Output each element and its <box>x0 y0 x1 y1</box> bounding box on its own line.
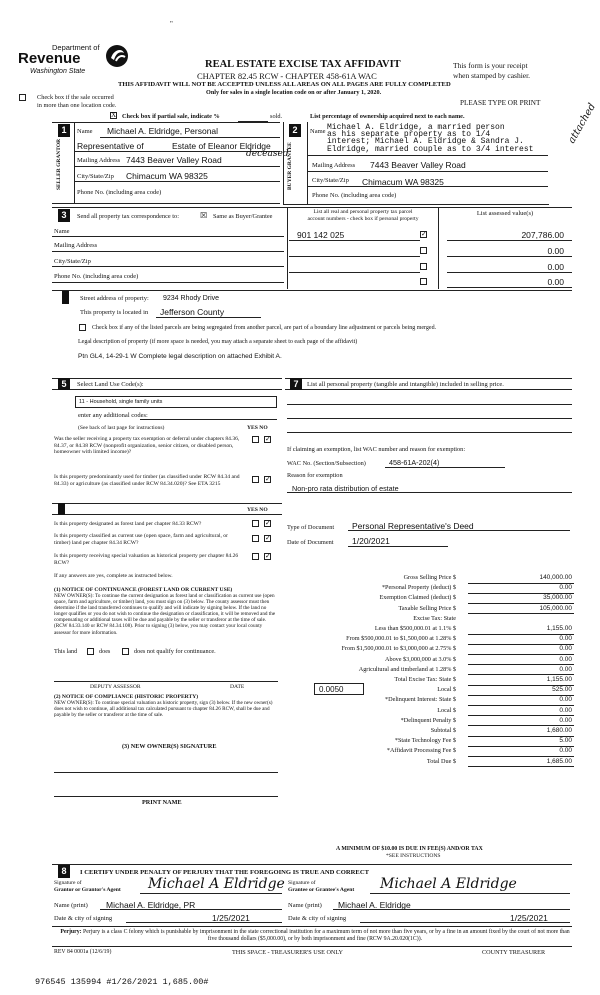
tax-row-value[interactable]: 0.00 <box>559 584 572 592</box>
see-instructions-note: *SEE INSTRUCTIONS <box>386 853 441 859</box>
tax-row-value[interactable]: 0.00 <box>559 655 572 663</box>
s2-name-line: as his separate property as to 1/4 <box>327 130 491 140</box>
parcel-row <box>287 243 572 257</box>
tax-row-value[interactable]: 0.00 <box>559 645 572 653</box>
notice-continuance-title: (1) NOTICE OF CONTINUANCE (FOREST LAND OR CURRENT USE) <box>54 587 233 593</box>
receipt-note-2: when stamped by cashier. <box>453 71 531 80</box>
street-label: Street address of property: <box>80 295 149 302</box>
tax-row-value[interactable]: 0.00 <box>559 635 572 643</box>
deputy-assessor-label: DEPUTY ASSESSOR <box>90 684 141 690</box>
s3-city-label: City/State/Zip <box>54 258 91 265</box>
s5-q1-yes-checkbox[interactable] <box>252 436 259 443</box>
s6-q3-no-checkbox[interactable]: ✓ <box>265 552 271 560</box>
rev-number: REV 84 0001a (12/6/19) <box>54 949 112 955</box>
section-6-number: 6 <box>58 504 64 514</box>
s1-city-label: City/State/Zip <box>77 173 114 180</box>
top-mark: " <box>170 20 173 28</box>
receipt-note-1: This form is your receipt <box>453 61 528 70</box>
tax-row <box>322 707 574 717</box>
local-rate-field[interactable] <box>314 683 364 695</box>
tax-row-label: From $1,500,000.01 to $3,000,000 at 2.75% $ <box>341 645 456 653</box>
tax-row <box>322 625 574 635</box>
s5-question-1: Was the seller receiving a property tax exemption or deferral under chapters 84.36, 84.37, or 84.38 RCW (nonprofit organization, senior citizen, or disabled person, homeowner with limited income)? <box>54 436 240 456</box>
tax-row-label: *Delinquent Penalty $ <box>400 716 456 724</box>
land-does-not-checkbox[interactable] <box>122 648 129 655</box>
s6-q2-yes-checkbox[interactable] <box>252 535 259 542</box>
s5-q1-no-checkbox[interactable]: ✓ <box>265 435 271 443</box>
grantee-date-value[interactable]: 1/25/2021 <box>510 913 548 923</box>
grantee-date-label: Date & city of signing <box>288 915 347 922</box>
additional-codes-label: enter any additional codes: <box>78 412 148 419</box>
tax-row-value[interactable]: 35,000.00 <box>543 594 572 602</box>
wac-value[interactable]: 458-61A-202(4) <box>389 458 440 467</box>
tax-row-label: Gross Selling Price $ <box>403 574 456 581</box>
logo-revenue: Revenue <box>18 50 81 67</box>
doc-type-label: Type of Document <box>287 524 335 531</box>
tax-row-label: Above $3,000,000 at 3.0% $ <box>385 655 456 663</box>
legal-description[interactable]: Ptn GL4, 14-29-1 W Complete legal description on attached Exhibit A. <box>78 353 282 360</box>
tax-row-value[interactable]: 5.00 <box>559 737 572 745</box>
tax-row-label: From $500,000.01 to $1,500,000 at 1.28% $ <box>346 635 456 643</box>
s6-q3-yes-checkbox[interactable] <box>252 553 259 560</box>
s6-if-any: If any answers are yes, complete as instructed below. <box>54 573 173 579</box>
s5-q2-yes-checkbox[interactable] <box>252 476 259 483</box>
s2-mailing-value[interactable]: 7443 Beaver Valley Road <box>370 160 466 170</box>
form-title: REAL ESTATE EXCISE TAX AFFIDAVIT <box>205 59 401 70</box>
tax-row-label: Local $ <box>437 706 456 714</box>
s1-phone-label: Phone No. (including area code) <box>77 189 162 196</box>
tax-row-value[interactable]: 1,155.00 <box>546 625 572 632</box>
section-8-number: 8 <box>58 865 70 878</box>
doc-date-value[interactable]: 1/20/2021 <box>352 536 390 546</box>
please-type: PLEASE TYPE OR PRINT <box>460 99 541 107</box>
see-back-note: (See back of last page for instructions) <box>78 425 165 431</box>
logo-dept-line: Department of <box>52 43 100 52</box>
s2-name-line: Michael A. Eldridge, a married person <box>327 123 505 132</box>
section-2-number: 2 <box>289 124 301 137</box>
s5-yes-no-header: YES NO <box>247 425 268 431</box>
form-notice: THIS AFFIDAVIT WILL NOT BE ACCEPTED UNLESS ALL AREAS ON ALL PAGES ARE FULLY COMPLETED <box>118 81 451 88</box>
partial-sold-label: sold. <box>270 113 283 120</box>
personal-property-checkbox[interactable]: ✓ <box>421 230 427 238</box>
partial-sale-checkbox[interactable]: X <box>111 111 117 119</box>
s6-question-1: Is this property designated as forest land per chapter 84.33 RCW? <box>54 521 202 527</box>
reason-label: Reason for exemption <box>287 472 343 479</box>
s2-name-line: interest; Michael A. Eldridge & Sandra J. <box>327 137 524 147</box>
personal-property-title: List all personal property (tangible and intangible) included in selling price. <box>307 381 504 388</box>
parcel-row <box>287 274 572 288</box>
seller-grantor-label: SELLER GRANTOR <box>56 138 62 190</box>
ownership-note: List percentage of ownership acquired next to each name. <box>310 113 465 120</box>
grantee-name-value[interactable]: Michael A. Eldridge <box>338 900 411 910</box>
s2-name-line: Eldridge, married couple as to 3/4 interest <box>327 144 534 154</box>
tax-row-label: Excise Tax: State <box>413 614 456 622</box>
s6-q1-no-checkbox[interactable]: ✓ <box>265 519 271 527</box>
land-use-code-value: 11 - Household, single family units <box>79 399 163 405</box>
s3-phone-label: Phone No. (including area code) <box>54 273 139 280</box>
s6-q1-yes-checkbox[interactable] <box>252 520 259 527</box>
land-use-code-field[interactable] <box>75 396 277 408</box>
tax-row-label: *Delinquent Interest: State $ <box>385 696 456 704</box>
land-use-title: Select Land Use Code(s): <box>77 381 144 388</box>
s2-city-label: City/State/Zip <box>312 177 349 184</box>
s1-mailing-value[interactable]: 7443 Beaver Valley Road <box>126 155 222 165</box>
notice-compliance-body: NEW OWNER(S): To continue special valuation as historic property, sign (3) below. If the new owner(s) does not wish to continue, all additional tax calculated pursuant to chapter 84.26 RCW, shall be due and payable by the seller or transferor at the time of sale. <box>54 700 273 719</box>
tax-row-value[interactable]: 1,680.00 <box>546 727 572 734</box>
segregate-note: Check box if any of the listed parcels are being segregated from another parcel, are part of a boundary line adjustment or parcels being merged. <box>92 325 437 331</box>
section-1-number: 1 <box>58 124 70 137</box>
legal-note: Legal description of property (if more space is needed, you may attach a separate sheet to each page of the affidavit) <box>78 339 358 345</box>
s2-mailing-label: Mailing Address <box>312 162 356 169</box>
segregate-checkbox[interactable] <box>79 324 86 331</box>
print-name-label: PRINT NAME <box>142 799 182 806</box>
perjury-note <box>60 929 570 943</box>
s1-city-value[interactable]: Chimacum WA 98325 <box>126 171 208 181</box>
land-does-checkbox[interactable] <box>87 648 94 655</box>
tax-row <box>322 615 574 625</box>
grantor-name-label: Name (print) <box>54 902 88 909</box>
s2-name-lines[interactable] <box>327 124 533 153</box>
tax-row-label: *Personal Property (deduct) $ <box>381 584 456 592</box>
multi-location-label-1: Check box if the sale occurred <box>37 94 114 101</box>
tax-row-value[interactable]: 140,000.00 <box>539 574 572 581</box>
local-rate-value: 0.0050 <box>319 685 344 694</box>
s5-question-2: Is this property predominantly used for timber (as classified under RCW 84.34 and 84.33) or agriculture (as classified under RCW 84.34.020)? See ETA 3215 <box>54 474 240 487</box>
tax-row-label: *Affidavit Processing Fee $ <box>386 747 456 755</box>
tax-row-value[interactable]: 0.00 <box>559 747 572 755</box>
multi-location-label-2: in more than one location code. <box>37 102 117 109</box>
street-value[interactable]: 9234 Rhody Drive <box>163 295 220 302</box>
grantee-name-label: Name (print) <box>288 902 322 909</box>
deceased-handwritten-note: deceased <box>246 149 289 159</box>
sig-grantor-label-1: Signature of <box>54 880 82 886</box>
land-does-label: does <box>99 648 111 655</box>
personal-property-checkbox[interactable] <box>420 278 427 285</box>
grantor-name-value[interactable]: Michael A. Eldridge, PR <box>106 900 196 910</box>
assessed-value[interactable]: 0.00 <box>547 246 564 256</box>
treasurer-space-label: THIS SPACE - TREASURER'S USE ONLY <box>232 949 344 956</box>
parcel-header-2: account numbers - check box if personal property <box>307 216 419 222</box>
s5-q2-no-checkbox[interactable]: ✓ <box>265 475 271 483</box>
tax-row <box>322 594 574 604</box>
s1-name-label: Name <box>77 128 93 135</box>
s2-name-label: Name <box>310 128 326 135</box>
reason-value[interactable]: Non-pro rata distribution of estate <box>292 484 399 493</box>
tax-row-value[interactable]: 0.00 <box>559 706 572 714</box>
tax-row-label: Total Due $ <box>426 757 456 765</box>
s3-same-label: Same as Buyer/Grantee <box>213 213 273 220</box>
tax-row-label: Local $ <box>437 686 456 694</box>
form-chapter: CHAPTER 82.45 RCW - CHAPTER 458-61A WAC <box>197 71 377 81</box>
tax-row-label: Total Excise Tax: State $ <box>394 676 456 683</box>
s6-question-3: Is this property receiving special valuation as historical property per chapter 84.26 RCW? <box>54 553 239 566</box>
tax-row <box>322 727 574 737</box>
deputy-date-label: DATE <box>230 684 245 690</box>
s2-phone-label: Phone No. (including area code) <box>312 192 397 199</box>
form-only-for: Only for sales in a single location code on or after January 1, 2020. <box>206 89 382 96</box>
tax-row-value[interactable]: 0.00 <box>559 716 572 724</box>
minimum-note: A MINIMUM OF $10.00 IS DUE IN FEE(S) AND/OR TAX <box>336 846 483 852</box>
parcel-account[interactable]: 901 142 025 <box>297 230 345 240</box>
parcel-row <box>287 259 572 273</box>
buyer-grantee-label: BUYER GRANTEE <box>287 142 293 190</box>
perjury-label: Perjury: <box>60 929 82 935</box>
assessed-value[interactable]: 0.00 <box>547 277 564 287</box>
s3-name-label: Name <box>54 228 70 235</box>
tax-row-value[interactable]: 525.00 <box>552 686 572 694</box>
s3-same-checkbox[interactable]: ☒ <box>200 211 208 220</box>
tax-row <box>322 656 574 666</box>
s1-name-line-1[interactable]: Michael A. Eldridge, Personal <box>107 126 219 136</box>
personal-property-checkbox[interactable] <box>420 247 427 254</box>
tax-row-label: Agricultural and timberland at 1.28% $ <box>358 665 456 673</box>
certify-statement: I CERTIFY UNDER PENALTY OF PERJURY THAT THE FOREGOING IS TRUE AND CORRECT <box>80 869 369 876</box>
section-3-number: 3 <box>58 209 70 222</box>
located-value[interactable]: Jefferson County <box>160 307 225 317</box>
dor-logo <box>18 43 128 79</box>
grantor-date-value[interactable]: 1/25/2021 <box>212 913 250 923</box>
notice-continuance-body: NEW OWNER(S): To continue the current designation as forest land or classification as current use (open space, farm and agriculture, or timber) land, you must sign on (3) below. The county assessor must then determine if the land transferred continues to qualify and will indicate by signing below. If the land no longer qualifies or you do not wish to continue the designation or classification, it will be removed and the compensating or additional taxes will be due and payable by the seller or transferor at the time of sale. (RCW 84.33.140 or RCW 84.34.108). Prior to signing (3) below, you may contact your local county assessor for more information. <box>54 593 276 636</box>
tax-row <box>322 758 574 768</box>
s1-name-line-2a[interactable]: Representative of <box>77 141 144 151</box>
s6-question-2: Is this property classified as current use (open space, farm and agricultural, or timber) land per chapter 84.34 RCW? <box>54 533 228 546</box>
s6-yes-no-header: YES NO <box>247 507 268 513</box>
revenue-swoosh-icon <box>104 43 130 69</box>
tax-row-value[interactable]: 0.00 <box>559 665 572 673</box>
s1-name-line-2b[interactable]: Estate of Eleanor Eldridge <box>172 141 271 151</box>
tax-row-value[interactable]: 1,155.00 <box>546 676 572 683</box>
tax-row <box>322 635 574 645</box>
section-5-number: 5 <box>58 378 70 390</box>
section-4-number: 4 <box>62 292 68 302</box>
partial-sale-label: Check box if partial sale, indicate % <box>122 113 220 120</box>
doc-date-label: Date of Document <box>287 539 334 546</box>
notice-compliance-title: (2) NOTICE OF COMPLIANCE (HISTORIC PROPERTY) <box>54 694 199 700</box>
county-treasurer-label: COUNTY TREASURER <box>482 949 546 956</box>
s3-mailing-label: Mailing Address <box>54 242 98 249</box>
tax-row <box>322 737 574 747</box>
land-does-not-label: does not qualify for continuance. <box>134 648 216 655</box>
tax-row-label: Less than $500,000.01 at 1.1% $ <box>374 625 456 632</box>
located-label: This property is located in <box>80 309 149 316</box>
sig-grantor-label-2: Grantor or Grantor's Agent <box>54 887 121 893</box>
value-header: List assessed value(s) <box>476 210 534 217</box>
grantor-date-label: Date & city of signing <box>54 915 113 922</box>
tax-row <box>322 696 574 706</box>
grantor-signature[interactable]: Michael A Eldridge <box>148 876 285 892</box>
tax-row-label: Taxable Selling Price $ <box>398 604 456 612</box>
this-land-label: This land <box>54 648 78 655</box>
treasurer-stamp: 976545 135994 #1/26/2021 1,685.00# <box>35 977 209 987</box>
tax-row <box>322 574 574 584</box>
wac-label: WAC No. (Section/Subsection) <box>287 460 366 467</box>
perjury-text: Perjury is a class C felony which is punishable by imprisonment in the state correctional institution for a maximum term of not more than five years, or by a fine in an amount fixed by the court of not more than five thousand dollars ($5,000.00), or by both imprisonment and fine (RCW 9A.20.020(1C)). <box>83 929 570 942</box>
exemption-label: If claiming an exemption, list WAC number and reason for exemption: <box>287 446 466 453</box>
section-7-number: 7 <box>290 378 302 390</box>
assessed-value[interactable]: 0.00 <box>547 262 564 272</box>
tax-row <box>322 645 574 655</box>
s3-send-label: Send all property tax correspondence to: <box>77 213 179 220</box>
multi-location-checkbox[interactable] <box>19 94 26 101</box>
grantee-signature[interactable]: Michael A Eldridge <box>380 876 517 892</box>
sig-grantee-label-1: Signature of <box>288 880 316 886</box>
s2-city-value[interactable]: Chimacum WA 98325 <box>362 177 444 187</box>
new-owner-signature-title: (3) NEW OWNER(S) SIGNATURE <box>122 743 217 750</box>
tax-row <box>322 747 574 757</box>
personal-property-checkbox[interactable] <box>420 263 427 270</box>
tax-row <box>322 605 574 615</box>
parcel-header-1: List all real and personal property tax parcel <box>313 209 413 215</box>
tax-row <box>322 666 574 676</box>
sig-grantee-label-2: Grantee or Grantee's Agent <box>288 887 355 893</box>
parcel-row <box>287 227 572 241</box>
tax-row-label: Exemption Claimed (deduct) $ <box>379 594 456 602</box>
tax-row-value[interactable]: 0.00 <box>559 696 572 704</box>
s1-mailing-label: Mailing Address <box>77 157 121 164</box>
assessed-value[interactable]: 207,786.00 <box>521 230 564 240</box>
s6-q2-no-checkbox[interactable]: ✓ <box>265 534 271 542</box>
doc-type-value[interactable]: Personal Representative's Deed <box>352 521 474 531</box>
tax-row-label: *State Technology Fee $ <box>394 737 456 745</box>
logo-state: Washington State <box>30 68 86 75</box>
tax-row-value[interactable]: 105,000.00 <box>539 604 572 612</box>
attached-handwritten-note: attached <box>566 101 599 146</box>
tax-row-value[interactable]: 1,685.00 <box>546 757 572 765</box>
tax-row-label: Subtotal $ <box>430 727 456 734</box>
tax-row <box>322 717 574 727</box>
tax-row <box>322 584 574 594</box>
